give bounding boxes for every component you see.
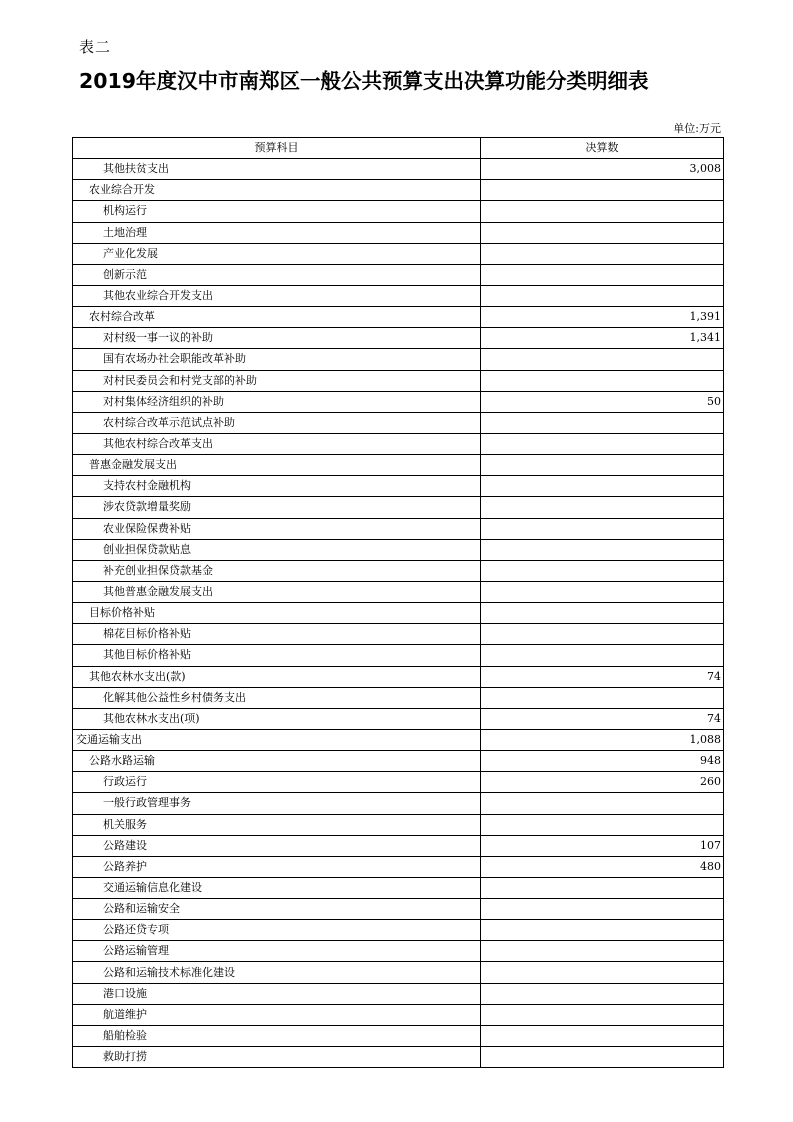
subject-cell: 公路水路运输	[73, 751, 481, 772]
amount-cell	[481, 920, 724, 941]
table-row	[73, 983, 724, 1004]
subject-cell: 其他农林水支出(项)	[73, 708, 481, 729]
table-row	[73, 920, 724, 941]
amount-cell	[481, 264, 724, 285]
amount-cell: 50	[481, 391, 724, 412]
amount-cell	[481, 603, 724, 624]
table-row	[73, 877, 724, 898]
table-row	[73, 412, 724, 433]
table-row	[73, 307, 724, 328]
subject-cell: 公路建设	[73, 835, 481, 856]
header-row	[73, 138, 724, 159]
subject-cell: 农业保险保费补贴	[73, 518, 481, 539]
subject-cell: 其他目标价格补贴	[73, 645, 481, 666]
subject-cell: 创业担保贷款贴息	[73, 539, 481, 560]
subject-cell: 公路养护	[73, 856, 481, 877]
table-row	[73, 391, 724, 412]
subject-cell: 其他农村综合改革支出	[73, 433, 481, 454]
subject-cell: 其他扶贫支出	[73, 159, 481, 180]
amount-cell: 74	[481, 708, 724, 729]
amount-cell	[481, 433, 724, 454]
table-row	[73, 180, 724, 201]
subject-cell: 一般行政管理事务	[73, 793, 481, 814]
subject-cell: 产业化发展	[73, 243, 481, 264]
subject-cell: 机构运行	[73, 201, 481, 222]
column-header-amount: 决算数	[481, 138, 724, 159]
subject-cell: 公路和运输安全	[73, 899, 481, 920]
amount-cell	[481, 1025, 724, 1046]
table-row	[73, 708, 724, 729]
table-row	[73, 222, 724, 243]
amount-cell: 1,341	[481, 328, 724, 349]
table-row	[73, 856, 724, 877]
amount-cell	[481, 814, 724, 835]
table-row	[73, 476, 724, 497]
table-row	[73, 835, 724, 856]
subject-cell: 救助打捞	[73, 1047, 481, 1068]
column-header-subject: 预算科目	[73, 138, 481, 159]
table-header	[73, 138, 724, 159]
subject-cell: 交通运输支出	[73, 729, 481, 750]
amount-cell: 1,088	[481, 729, 724, 750]
amount-cell: 1,391	[481, 307, 724, 328]
table-row	[73, 687, 724, 708]
amount-cell	[481, 645, 724, 666]
subject-cell: 化解其他公益性乡村债务支出	[73, 687, 481, 708]
subject-cell: 对村级一事一议的补助	[73, 328, 481, 349]
amount-cell: 107	[481, 835, 724, 856]
table-row	[73, 285, 724, 306]
amount-cell	[481, 222, 724, 243]
subject-cell: 土地治理	[73, 222, 481, 243]
subject-cell: 补充创业担保贷款基金	[73, 560, 481, 581]
table-row	[73, 1047, 724, 1068]
subject-cell: 航道维护	[73, 1004, 481, 1025]
table-row	[73, 264, 724, 285]
subject-cell: 机关服务	[73, 814, 481, 835]
amount-cell	[481, 476, 724, 497]
table-row	[73, 751, 724, 772]
subject-cell: 农村综合改革	[73, 307, 481, 328]
subject-cell: 船舶检验	[73, 1025, 481, 1046]
table-row	[73, 370, 724, 391]
table-body	[73, 159, 724, 1068]
subject-cell: 创新示范	[73, 264, 481, 285]
amount-cell	[481, 877, 724, 898]
table-row	[73, 814, 724, 835]
unit-label: 单位:万元	[673, 122, 721, 135]
amount-cell	[481, 1004, 724, 1025]
amount-cell	[481, 285, 724, 306]
table-row	[73, 772, 724, 793]
amount-cell: 948	[481, 751, 724, 772]
subject-cell: 行政运行	[73, 772, 481, 793]
subject-cell: 对村集体经济组织的补助	[73, 391, 481, 412]
table-row	[73, 497, 724, 518]
amount-cell	[481, 1047, 724, 1068]
subject-cell: 普惠金融发展支出	[73, 455, 481, 476]
amount-cell	[481, 243, 724, 264]
table-row	[73, 666, 724, 687]
table-row	[73, 455, 724, 476]
table-row	[73, 243, 724, 264]
amount-cell	[481, 349, 724, 370]
table-row	[73, 793, 724, 814]
table-row	[73, 603, 724, 624]
amount-cell	[481, 624, 724, 645]
amount-cell	[481, 180, 724, 201]
subject-cell: 农业综合开发	[73, 180, 481, 201]
subject-cell: 港口设施	[73, 983, 481, 1004]
amount-cell	[481, 539, 724, 560]
table-row	[73, 518, 724, 539]
amount-cell	[481, 370, 724, 391]
table-row	[73, 1004, 724, 1025]
amount-cell	[481, 201, 724, 222]
table-row	[73, 1025, 724, 1046]
table-row	[73, 539, 724, 560]
subject-cell: 国有农场办社会职能改革补助	[73, 349, 481, 370]
amount-cell	[481, 560, 724, 581]
amount-cell	[481, 687, 724, 708]
table-row	[73, 349, 724, 370]
subject-cell: 其他农业综合开发支出	[73, 285, 481, 306]
table-row	[73, 624, 724, 645]
subject-cell: 农村综合改革示范试点补助	[73, 412, 481, 433]
subject-cell: 棉花目标价格补贴	[73, 624, 481, 645]
table-row	[73, 560, 724, 581]
page-title: 2019年度汉中市南郑区一般公共预算支出决算功能分类明细表	[79, 69, 649, 93]
subject-cell: 公路还贷专项	[73, 920, 481, 941]
amount-cell	[481, 412, 724, 433]
amount-cell	[481, 962, 724, 983]
table-row	[73, 433, 724, 454]
table-row	[73, 962, 724, 983]
subject-cell: 公路和运输技术标准化建设	[73, 962, 481, 983]
amount-cell	[481, 497, 724, 518]
table-row	[73, 729, 724, 750]
subject-cell: 支持农村金融机构	[73, 476, 481, 497]
amount-cell: 74	[481, 666, 724, 687]
subject-cell: 交通运输信息化建设	[73, 877, 481, 898]
amount-cell	[481, 941, 724, 962]
amount-cell: 3,008	[481, 159, 724, 180]
subject-cell: 公路运输管理	[73, 941, 481, 962]
subject-cell: 对村民委员会和村党支部的补助	[73, 370, 481, 391]
table-row	[73, 159, 724, 180]
table-row	[73, 581, 724, 602]
amount-cell	[481, 899, 724, 920]
amount-cell	[481, 518, 724, 539]
subject-cell: 其他普惠金融发展支出	[73, 581, 481, 602]
subject-cell: 涉农贷款增量奖励	[73, 497, 481, 518]
amount-cell	[481, 455, 724, 476]
table-row	[73, 941, 724, 962]
expenditure-table	[72, 137, 724, 1068]
subject-cell: 其他农林水支出(款)	[73, 666, 481, 687]
amount-cell	[481, 793, 724, 814]
table-row	[73, 899, 724, 920]
table-row	[73, 645, 724, 666]
amount-cell: 480	[481, 856, 724, 877]
table-row	[73, 201, 724, 222]
table-row	[73, 328, 724, 349]
table-label: 表二	[79, 38, 112, 56]
amount-cell: 260	[481, 772, 724, 793]
amount-cell	[481, 983, 724, 1004]
amount-cell	[481, 581, 724, 602]
subject-cell: 目标价格补贴	[73, 603, 481, 624]
